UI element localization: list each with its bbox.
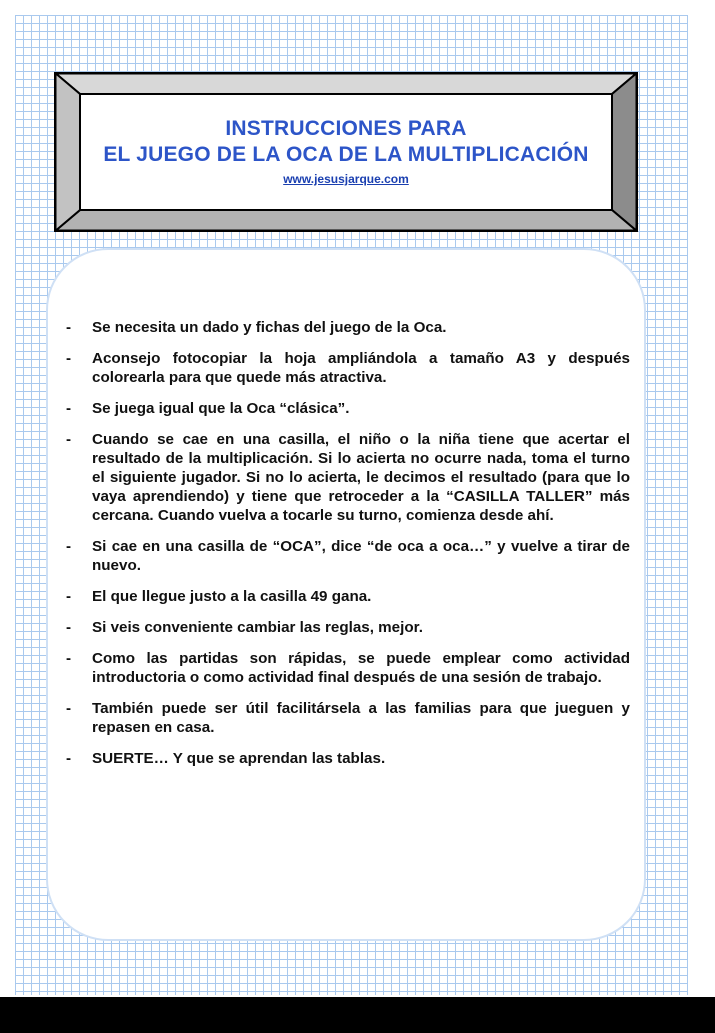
list-item [66, 399, 630, 418]
bullet-dash: - [66, 431, 72, 448]
bullet-dash: - [66, 619, 72, 636]
website-link[interactable]: www.jesusjarque.com [283, 172, 409, 186]
bullet-dash: - [66, 588, 72, 605]
title-line-1: INSTRUCCIONES PARA [225, 117, 467, 140]
title-box [54, 72, 638, 232]
instruction-text: SUERTE… Y que se aprendan las tablas. [92, 750, 386, 767]
instruction-text: Si veis conveniente cambiar las reglas, mejor. [92, 619, 423, 636]
list-item [66, 430, 630, 525]
instructions-list [66, 318, 630, 780]
page-margin-right [690, 15, 715, 995]
instruction-text: El que llegue justo a la casilla 49 gana. [92, 588, 372, 605]
bullet-dash: - [66, 700, 72, 717]
list-item [66, 587, 630, 606]
instruction-text: Se necesita un dado y fichas del juego de la Oca. [92, 319, 447, 336]
bullet-dash: - [66, 400, 72, 417]
list-item [66, 618, 630, 637]
instruction-text: Aconsejo fotocopiar la hoja ampliándola a tamaño A3 y después colorearla para que quede más atractiva. [92, 350, 630, 386]
bottom-black-bar [0, 997, 715, 1033]
bullet-dash: - [66, 750, 72, 767]
instruction-text: Como las partidas son rápidas, se puede emplear como actividad introductoria o como actividad final después de una sesión de trabajo. [92, 650, 630, 686]
bullet-dash: - [66, 319, 72, 336]
title-text-area [80, 94, 612, 208]
list-item [66, 537, 630, 575]
instruction-text: Se juega igual que la Oca “clásica”. [92, 400, 350, 417]
instruction-text: Si cae en una casilla de “OCA”, dice “de oca a oca…” y vuelve a tirar de nuevo. [92, 538, 630, 574]
instruction-text: También puede ser útil facilitársela a las familias para que jueguen y repasen en casa. [92, 700, 630, 736]
instruction-text: Cuando se cae en una casilla, el niño o la niña tiene que acertar el resultado de la multiplicación. Si lo acierta no ocurre nada, toma el turno el siguiente jugador. Si no lo acierta, le decimos el resultado (para que lo vaya aprendiendo) y tiene que retroceder a la “CASILLA TALLER” más cercana. Cuando vuelva a tocarle su turno, comienza desde ahí. [92, 431, 630, 524]
title-line-2: EL JUEGO DE LA OCA DE LA MULTIPLICACIÓN [103, 143, 589, 166]
list-item [66, 649, 630, 687]
list-item [66, 749, 630, 768]
list-item [66, 349, 630, 387]
bullet-dash: - [66, 650, 72, 667]
list-item [66, 318, 630, 337]
bullet-dash: - [66, 350, 72, 367]
list-item [66, 699, 630, 737]
bullet-dash: - [66, 538, 72, 555]
